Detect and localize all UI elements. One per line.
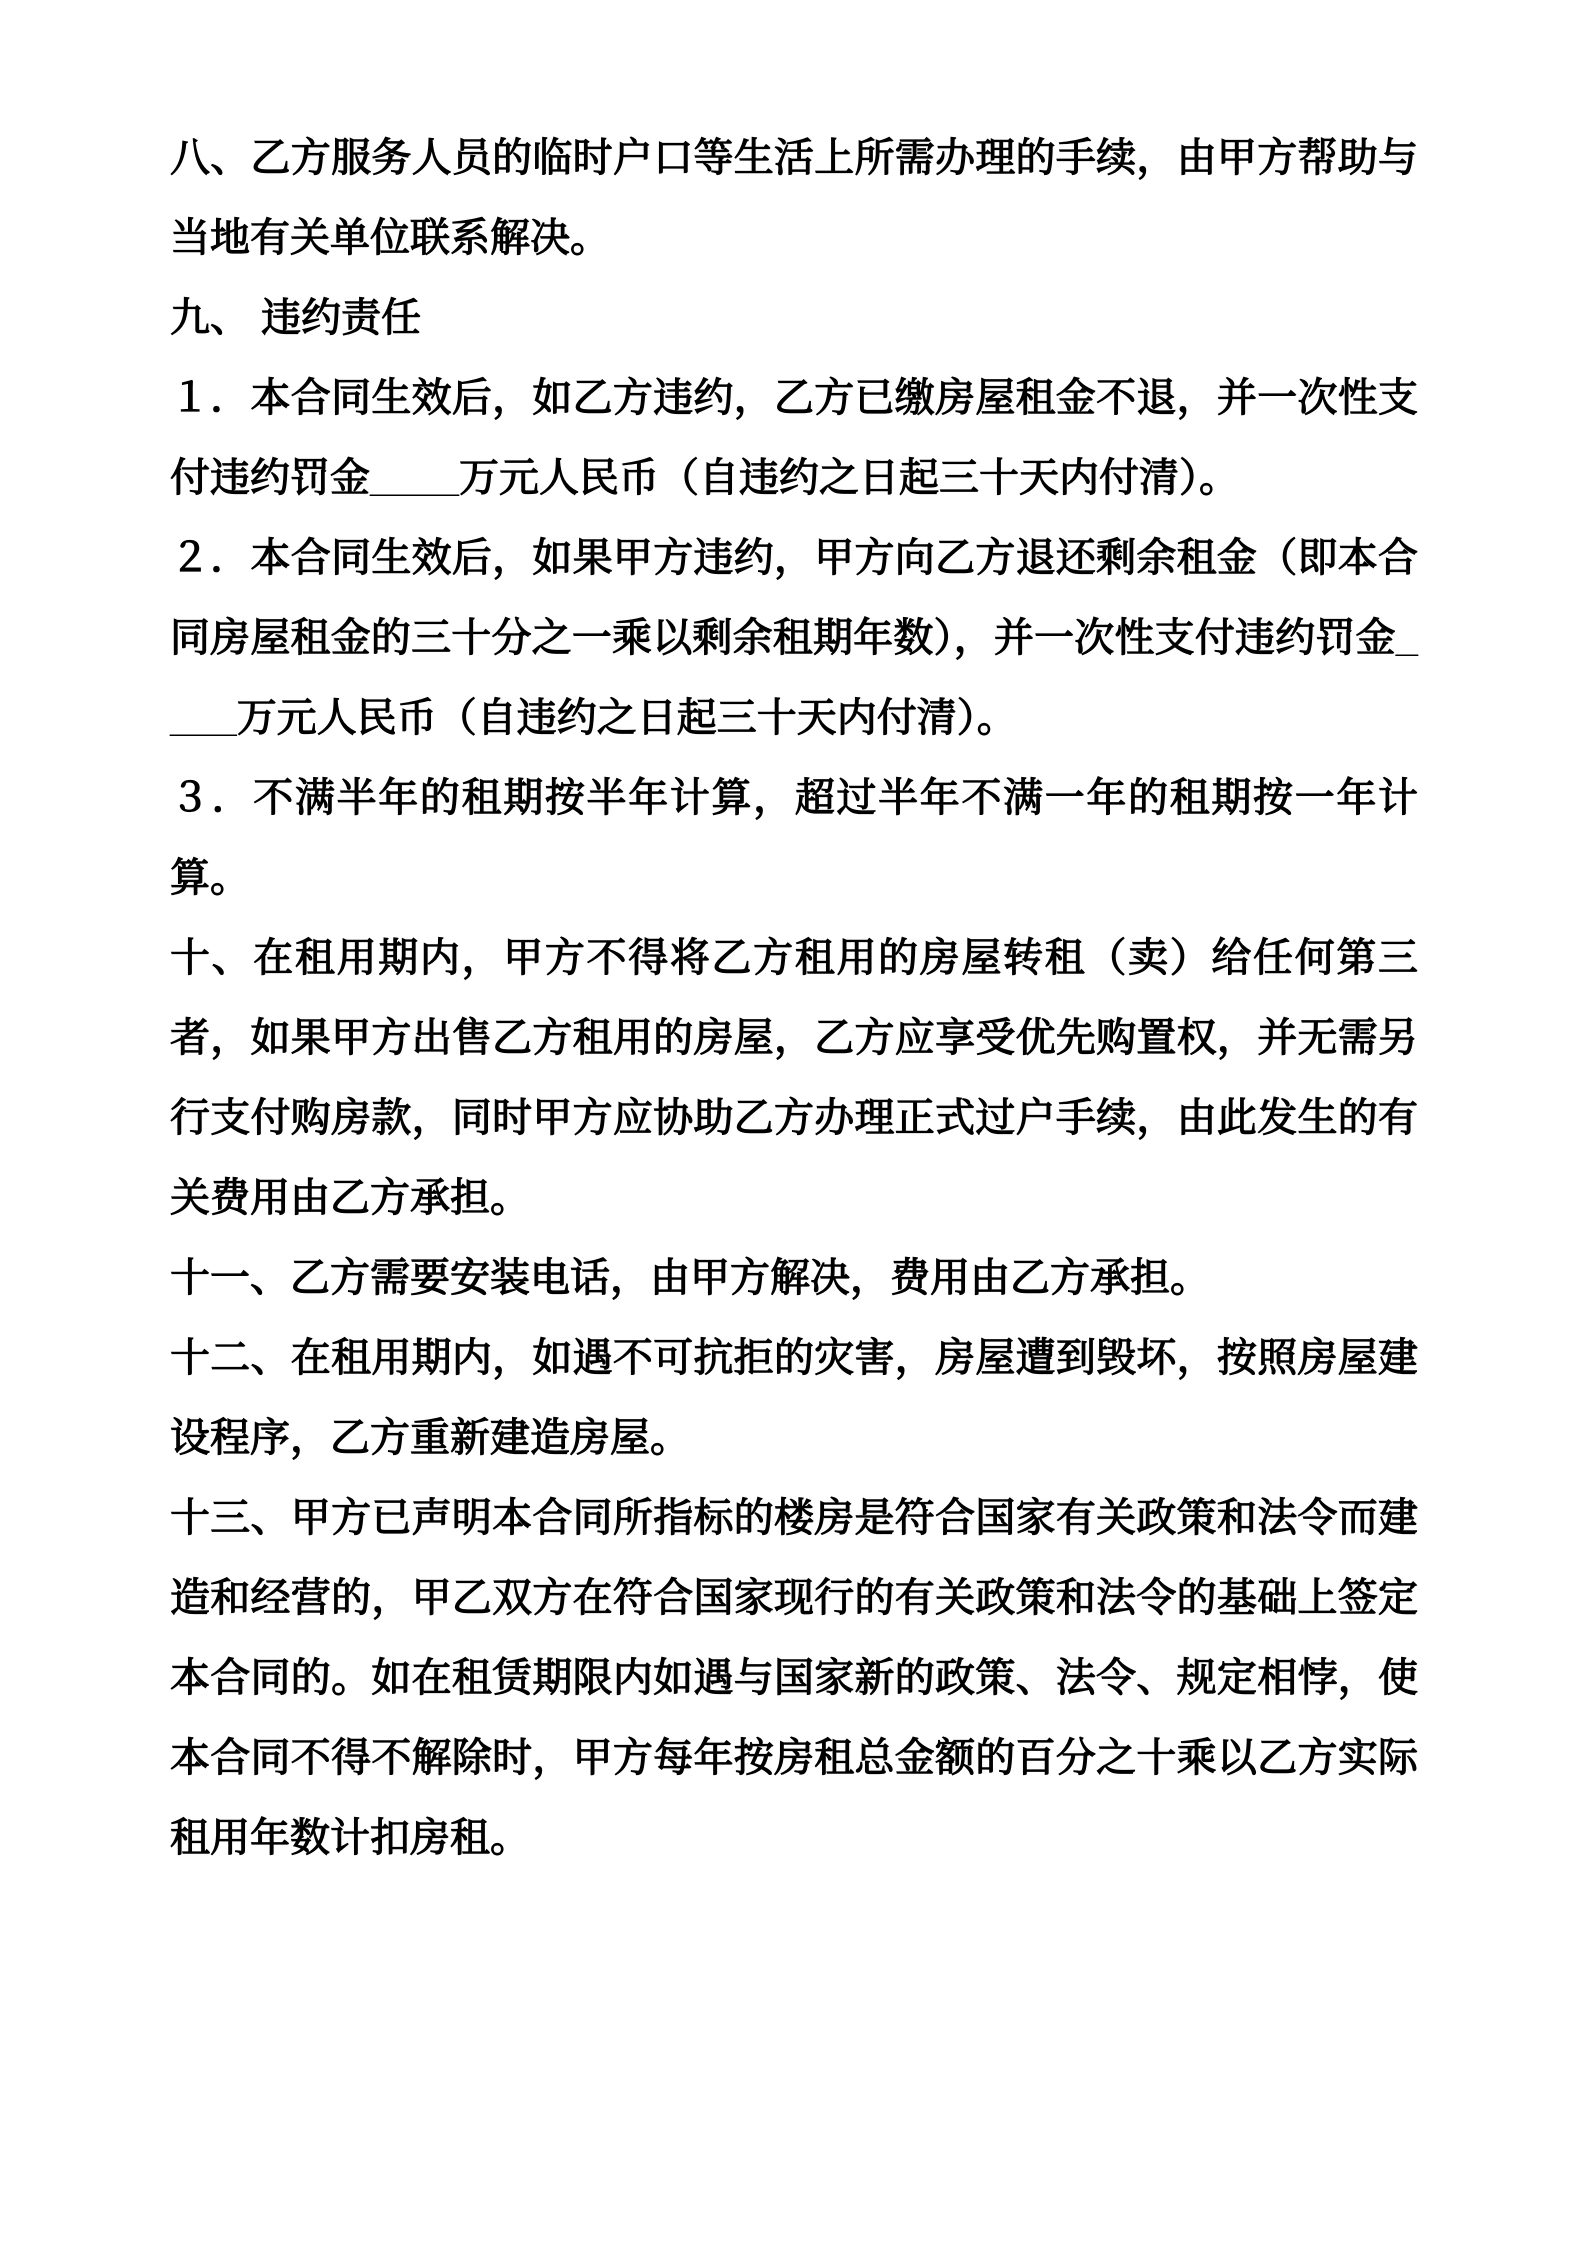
paragraph-clause-9-item-1: １．本合同生效后，如乙方违约，乙方已缴房屋租金不退，并一次性支付违约罚金____万元人民币（自违约之日起三十天内付清）。 [170, 376, 1418, 500]
paragraph-clause-13: 十三、甲方已声明本合同所指标的楼房是符合国家有关政策和法令而建造和经营的，甲乙双方在符合国家现行的有关政策和法令的基础上签定本合同的。如在租赁期限内如遇与国家新的政策、法令、规定相悖，使本合同不得不解除时，甲方每年按房租总金额的百分之十乘以乙方实际租用年数计扣房租。 [170, 1496, 1418, 1860]
paragraph-clause-10: 十、在租用期内，甲方不得将乙方租用的房屋转租（卖）给任何第三者，如果甲方出售乙方租用的房屋，乙方应享受优先购置权，并无需另行支付购房款，同时甲方应协助乙方办理正式过户手续，由此发生的有关费用由乙方承担。 [170, 936, 1418, 1220]
paragraph-clause-12: 十二、在租用期内，如遇不可抗拒的灾害，房屋遭到毁坏，按照房屋建设程序，乙方重新建造房屋。 [170, 1336, 1418, 1460]
paragraph-clause-8: 八、乙方服务人员的临时户口等生活上所需办理的手续，由甲方帮助与当地有关单位联系解决。 [170, 136, 1418, 260]
paragraph-clause-9-item-3: ３．不满半年的租期按半年计算，超过半年不满一年的租期按一年计算。 [170, 776, 1418, 900]
paragraph-clause-11: 十一、乙方需要安装电话，由甲方解决，费用由乙方承担。 [170, 1256, 1210, 1300]
paragraph-clause-9-heading: 九、 违约责任 [170, 296, 422, 340]
paragraph-clause-9-item-2: ２．本合同生效后，如果甲方违约，甲方向乙方退还剩余租金（即本合同房屋租金的三十分之一乘以剩余租期年数），并一次性支付违约罚金____万元人民币（自违约之日起三十天内付清）。 [170, 536, 1418, 740]
document-body [170, 118, 1418, 1878]
